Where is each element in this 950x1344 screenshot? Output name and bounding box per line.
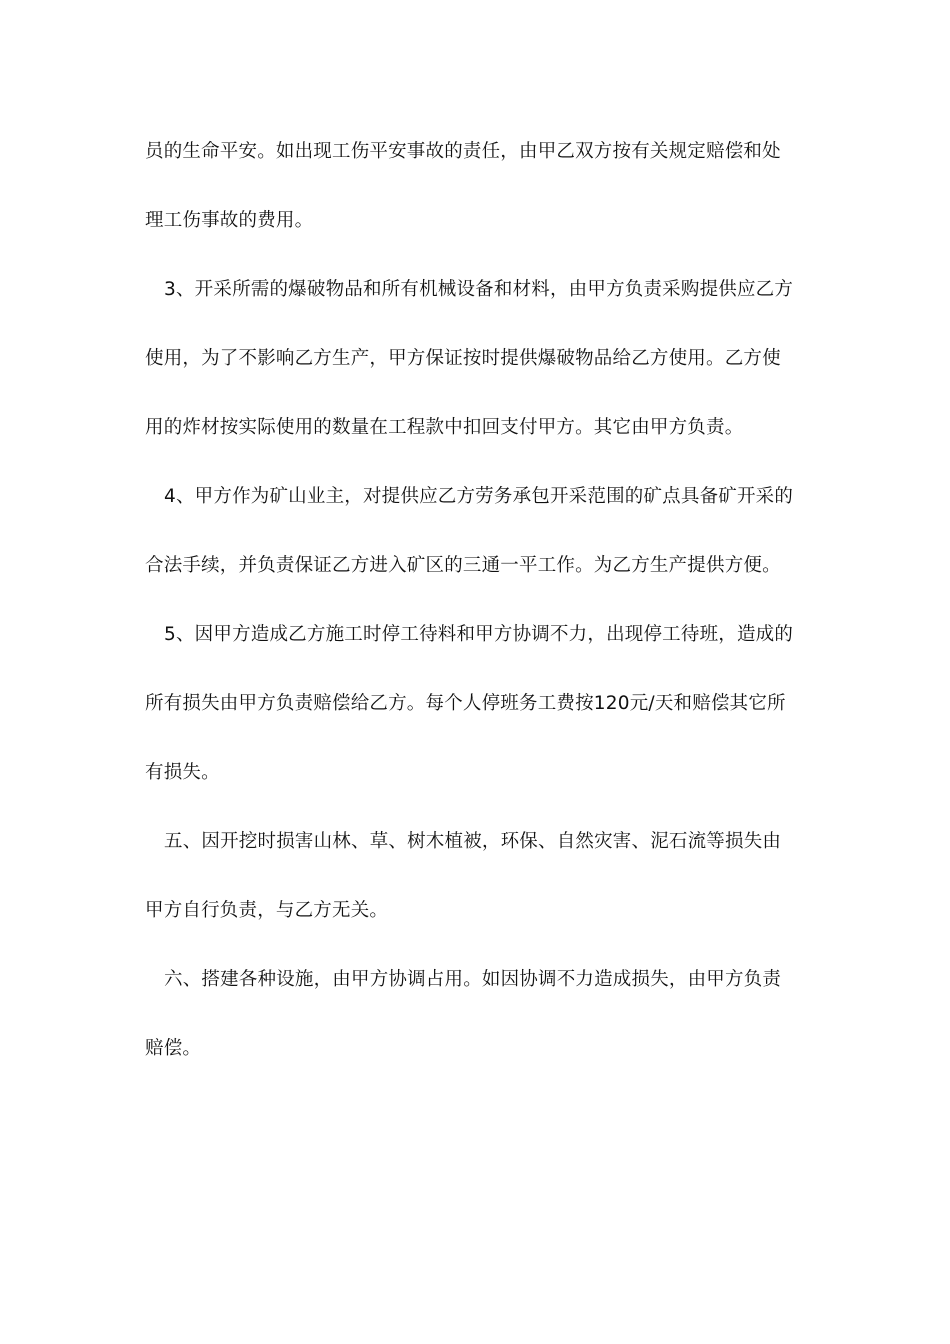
clause-4-line: 4、甲方作为矿山业主，对提供应乙方劳务承包开采范围的矿点具备矿开采的 [164,486,794,507]
clause-5-line: 5、因甲方造成乙方施工时停工待料和甲方协调不力，出现停工待班，造成的 [164,624,794,645]
document-body [145,130,810,1096]
text-line: 合法手续，并负责保证乙方进入矿区的三通一平工作。为乙方生产提供方便。 [145,555,781,576]
text-line: 员的生命平安。如出现工伤平安事故的责任，由甲乙双方按有关规定赔偿和处 [145,141,781,162]
text-line: 赔偿。 [145,1038,202,1059]
text-line: 用的炸材按实际使用的数量在工程款中扣回支付甲方。其它由甲方负责。 [145,417,744,438]
text-line: 使用，为了不影响乙方生产，甲方保证按时提供爆破物品给乙方使用。乙方使 [145,348,781,369]
text-line: 所有损失由甲方负责赔偿给乙方。每个人停班务工费按120元/天和赔偿其它所 [145,693,786,714]
clause-3-line: 3、开采所需的爆破物品和所有机械设备和材料，由甲方负责采购提供应乙方 [164,279,794,300]
text-line: 理工伤事故的费用。 [145,210,314,231]
section-5-line: 五、因开挖时损害山林、草、树木植被，环保、自然灾害、泥石流等损失由 [164,831,782,852]
text-line: 有损失。 [145,762,220,783]
text-line: 甲方自行负责，与乙方无关。 [145,900,389,921]
section-6-line: 六、搭建各种设施，由甲方协调占用。如因协调不力造成损失，由甲方负责 [164,969,782,990]
